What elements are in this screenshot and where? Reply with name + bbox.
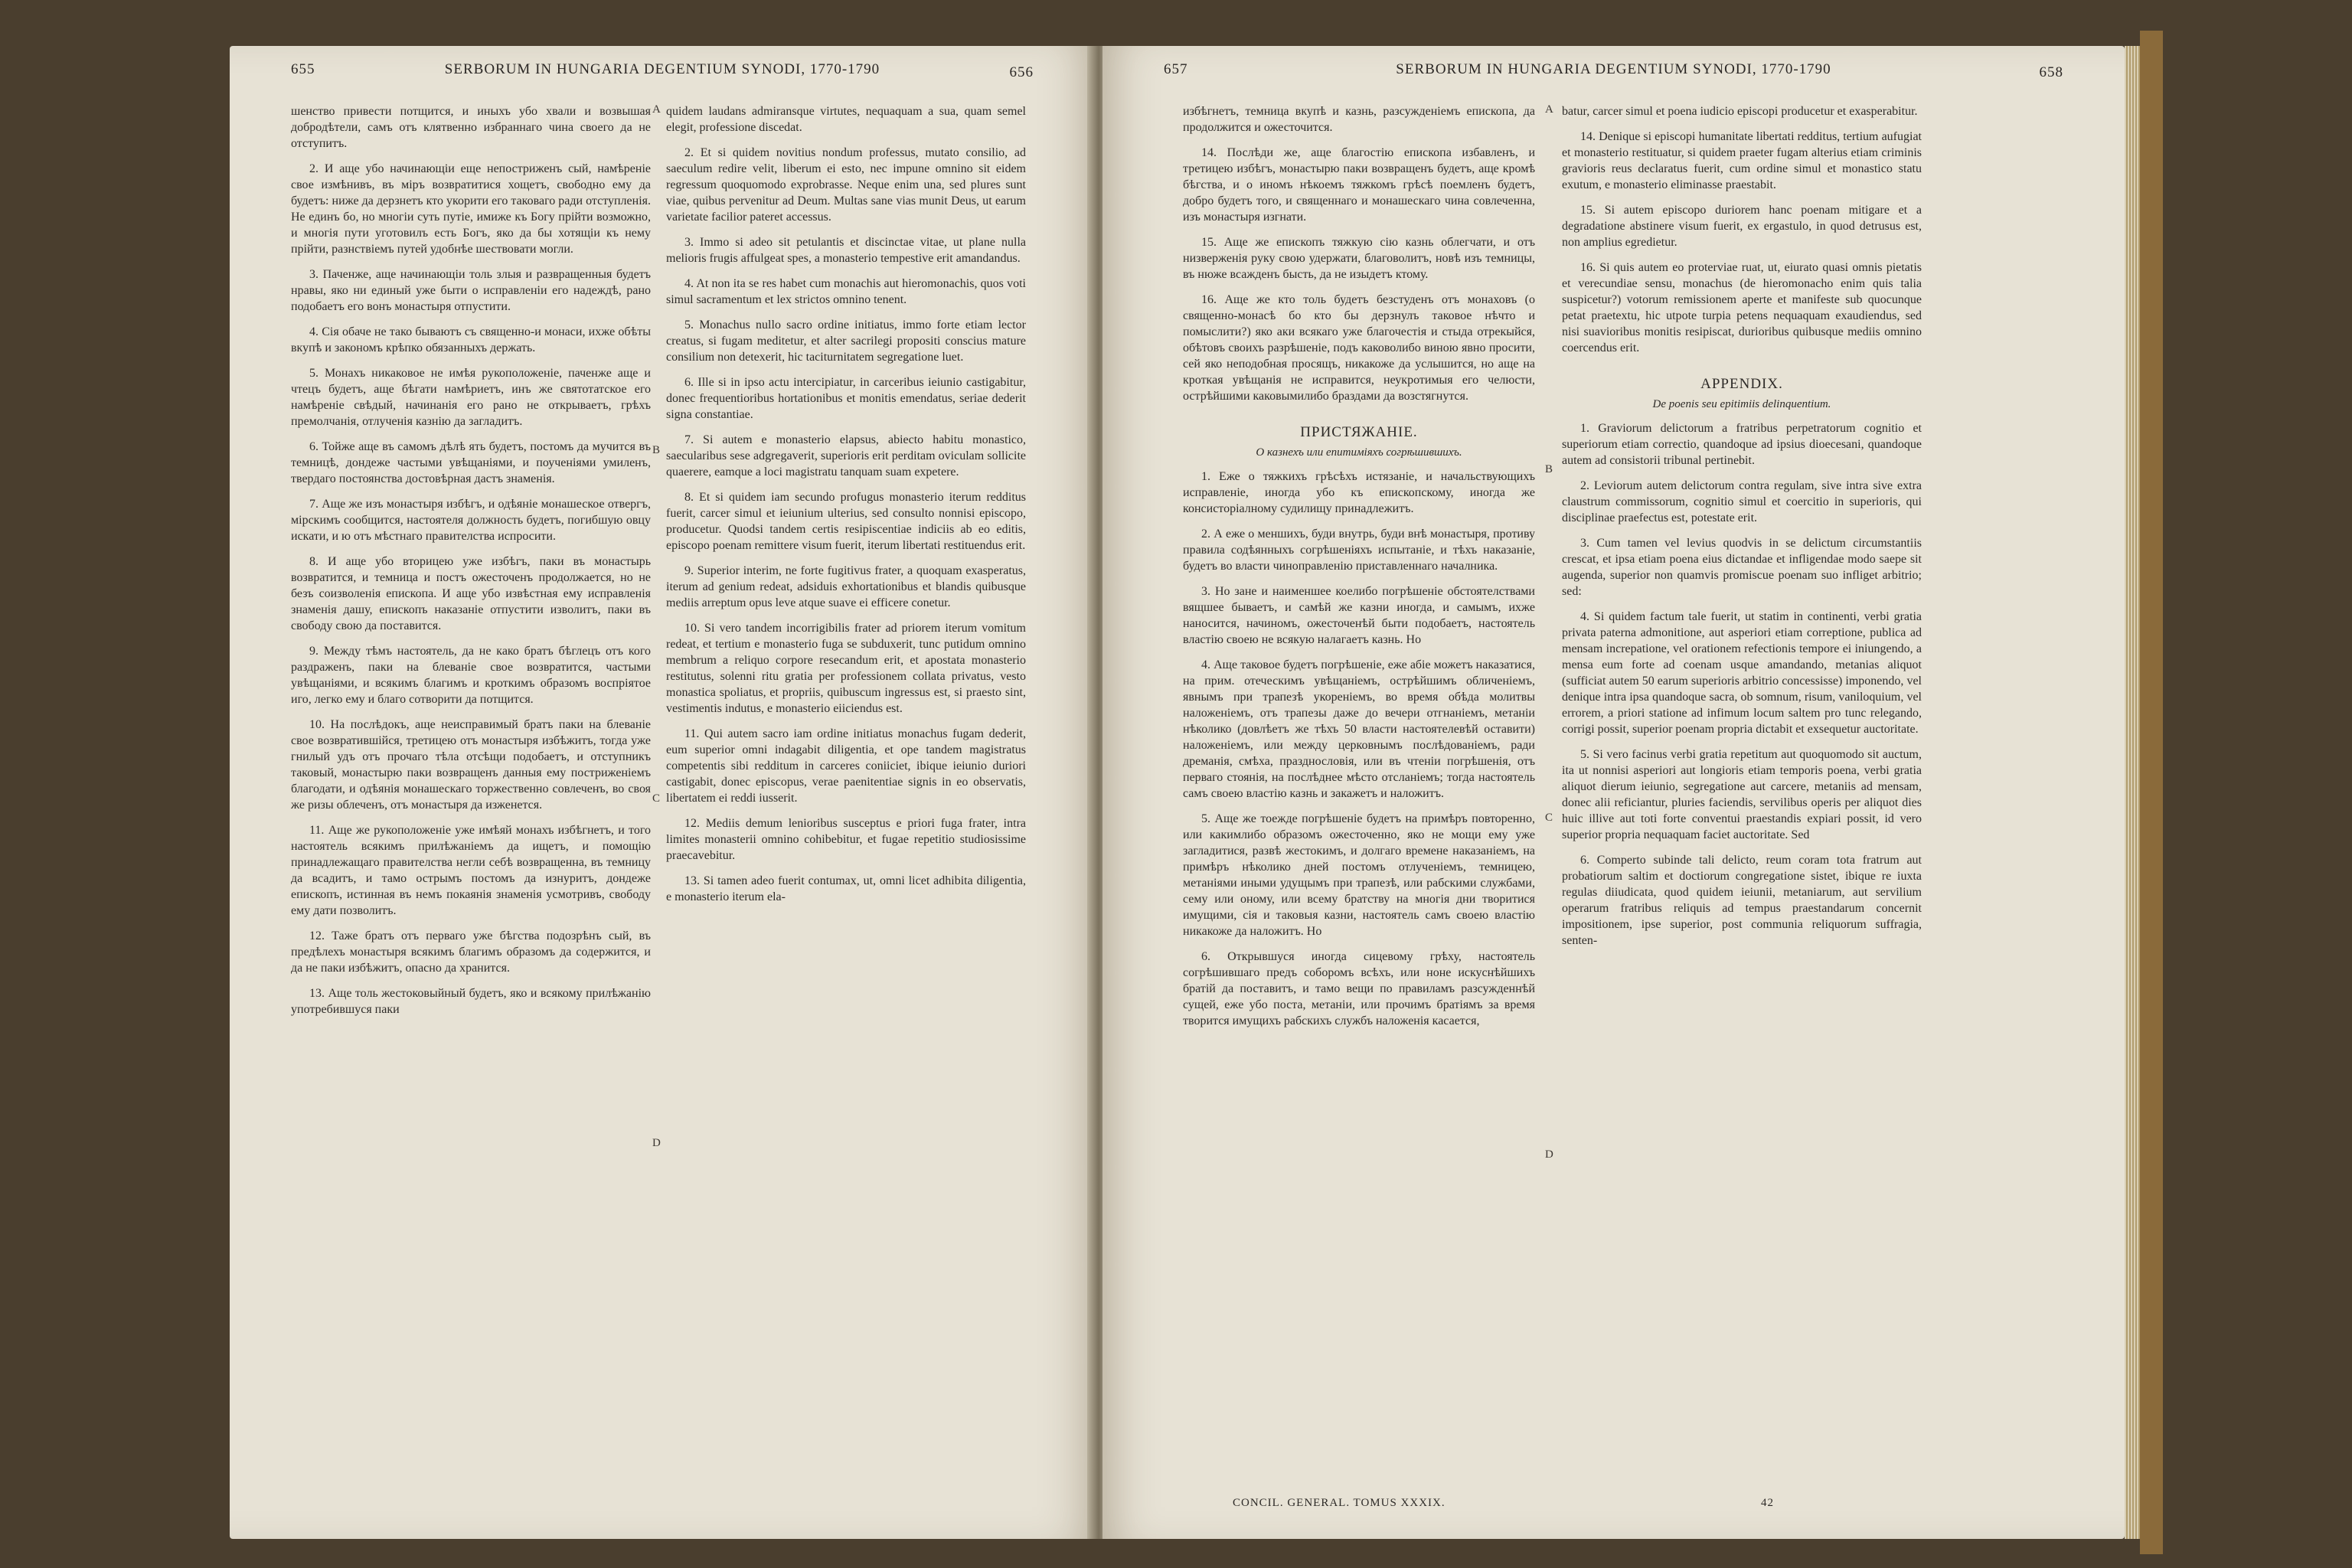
paragraph-la: 5. Si vero facinus verbi gratia repetitum aut quoquomodo sit auctum, ita ut nonnisi asperiori aut longioris etiam temporis poena, verbi gratia aliquot dierum ieiunio, segregatione aut carcere, metaniis ad mensam, donec alii reficiantur, pluries faciendis, servilibus operis per aliquot dies huic illive aut toti forte conventui praestandis expiari possit, id vero superior propria nequaquam faciet auctoritate. Sed (1562, 748, 1922, 841)
paragraph-la: 12. Mediis demum lenioribus susceptus e priori fuga frater, intra limites monasterii omnino cohibebitur, et fugae repetitio studiosissime praecavebitur. (666, 817, 1026, 862)
page-number-658: 658 (2039, 64, 2063, 80)
latin-column-left (666, 103, 1026, 914)
margin-letter-a: A (652, 103, 661, 116)
paragraph-ru: 1. Еже о тяжкихъ грѣсѣхъ истязанiе, и начальствующихъ исправленiе, иногда убо къ епископскому, иногда же консисторiалному судилищу принадлежитъ. (1183, 470, 1535, 515)
paragraph-la: 6. Comperto subinde tali delicto, reum coram tota fratrum aut probatiorum saltim et doctiorum congregatione sistet, ibique re iuxta regulas diiudicata, quod quidem ieiunii, metaniarum, aut servilium operarum fratribus reliquis ad tempus praestandarum concernit impositionem, ipse superior, post communia reliquorum suffragia, senten- (1562, 854, 1922, 947)
paragraph-ru: 5. Монахъ никаковое не имѣя рукоположенiе, паченже аще и чтецъ будетъ, аще бѣгати намѣриетъ, инъ же святотатское его намѣренiе свѣдый, начинанiя его рано не открываетъ, грѣхъ премолчанiя, отлученiя казнiю да загладитъ. (291, 367, 651, 428)
paragraph-la: 15. Si autem episcopo duriorem hanc poenam mitigare et a degradatione abstinere visum fuerit, ex ergastulo, in quod detrusus est, non amplius egredietur. (1562, 204, 1922, 249)
paragraph-ru: 6. Тойже аще въ самомъ дѣлѣ ять будетъ, постомъ да мучится въ темницѣ, дондеже частыми увѣщанiями, и поученiями умиленъ, твердаго постоянства достовѣрная дастъ знаменiя. (291, 440, 651, 485)
paragraph-ru: 8. И аще убо вторицею уже избѣгъ, паки въ монастырь возвратится, и темница и постъ ожесточенъ продолжается, но не безъ соизволенiя епископа. И аще убо извѣстная ему исправленiя знаменiя дашу, епископъ наказанiе отпустити изволитъ, паки въ свободу свою да поставится. (291, 555, 651, 632)
margin-letter-c: C (1545, 812, 1553, 824)
section-title-ru: ПРИСТЯЖАНIЕ. (1300, 424, 1418, 440)
book-cover-edge (2140, 31, 2163, 1554)
paragraph-ru: 11. Аще же рукоположенiе уже имѣяй монахъ избѣгнетъ, и того настоятель всякимъ прилѣжанiемъ да ищетъ, и помощiю принадлежащаго правителства негли себѣ возвращенна, въ темницу да всадитъ, и тамо острымъ постомъ да изнуритъ, дондеже епископъ, истинная въ немъ покаянiя знаменiя усмотривъ, свободу ему дати позволитъ. (291, 824, 651, 917)
page-number-657: 657 (1164, 61, 1188, 77)
right-page (1102, 46, 2125, 1539)
paragraph-la: 10. Si vero tandem incorrigibilis frater ad priorem iterum vomitum redeat, et tertium e monasterio fuga se subduxerit, tunc putidum omnino membrum a reliquo corpore resecandum erit, et apostata monasterio restitutus, solenni ritu gratia per professionem collata privatus, vesto monastica spoliatus, et propriis, quibuscum ingressus est, si praesto sint, vestimentis indutus, e monasterio eiiciendus est. (666, 622, 1026, 715)
paragraph-ru: 2. И аще убо начинающiи еще непостриженъ сый, намѣренiе свое измѣнивъ, въ мiръ возвратитися хощетъ, свободно ему да будетъ: ниже да дерзнетъ кто укорити его таковаго ради отступленiя. Не единъ бо, но многiи суть путiе, имиже къ Богу прiйти возможно, и многiя пути уготовилъ есть Богъ, яко да бы хотящiи къ нему прiйти, разнствiемъ путей удобнѣе шествовати могли. (291, 162, 651, 256)
paragraph-la: 11. Qui autem sacro iam ordine initiatus monachus fugam dederit, eum superior omni indagabit diligentia, et ope tandem magistratus competentis sibi redditum in carceres coniiciet, ibique ieiunio duriori castigabit, donec episcopus, verae paenitentiae signis in eo observatis, libertatem ei reddi iusserit. (666, 727, 1026, 805)
running-head-right (1164, 61, 2063, 92)
paragraph-ru: 13. Аще толь жестоковыйный будетъ, яко и всякому прилѣжанiю употребившуся паки (291, 987, 651, 1016)
paragraph-ru: 15. Аще же епископъ тяжкую сiю казнь облегчати, и отъ низверженiя руку свою удержати, благоволитъ, новѣ изъ темницы, въ нюже всажденъ бысть, да не изыдетъ ктому. (1183, 236, 1535, 281)
paragraph-ru: избѣгнетъ, темница вкупѣ и казнь, разсужденiемъ епископа, да продолжится и ожесточится. (1183, 105, 1535, 134)
running-head-left (291, 61, 1034, 92)
running-title: SERBORUM IN HUNGARIA DEGENTIUM SYNODI, 1770-1790 (444, 61, 880, 77)
page-number-655: 655 (291, 61, 315, 77)
paragraph-ru: 12. Таже братъ отъ перваго уже бѣгства подозрѣнъ сый, въ предѣлехъ монастыря всякимъ благимъ образомъ да содержится, и да не паки избѣжитъ, опасно да хранится. (291, 929, 651, 975)
paragraph-la: 13. Si tamen adeo fuerit contumax, ut, omni licet adhibita diligentia, e monasterio iterum ela- (666, 874, 1026, 903)
section-title-la: APPENDIX. (1700, 376, 1783, 392)
margin-letter-a: A (1545, 103, 1553, 116)
running-title: SERBORUM IN HUNGARIA DEGENTIUM SYNODI, 1770-1790 (1396, 61, 1831, 77)
paragraph-la: 3. Cum tamen vel levius quodvis in se delictum circumstantiis crescat, et ipsa etiam poena eius dictandae et infligendae modo saepe sit augenda, superior non quamvis promiscue poenam suo infliget arbitrio; sed: (1562, 537, 1922, 598)
margin-letter-d: D (1545, 1148, 1553, 1161)
footer-volume: CONCIL. GENERAL. TOMUS XXXIX. (1233, 1497, 1446, 1509)
paragraph-la: 9. Superior interim, ne forte fugitivus frater, a quoquam exasperatus, iterum ad genium redeat, adsiduis exhortationibus et blandis quibusque mediis arreptum opus leve atque suave ei efficere conetur. (666, 564, 1026, 609)
paragraph-ru: 2. А еже о меншихъ, буди внутрь, буди внѣ монастыря, противу правила содѣянныхъ согрѣшенiяхъ испытанiе, и тѣхъ наказанiе, будетъ во власти чиноправленiю приставленнаго началника. (1183, 528, 1535, 573)
margin-letter-b: B (652, 444, 661, 456)
paragraph-la: 6. Ille si in ipso actu intercipiatur, in carceribus ieiunio castigabitur, donec frequentioribus hortationibus et monitis emendatus, seriae dederit signa constantiae. (666, 376, 1026, 421)
paragraph-la: 16. Si quis autem eo proterviae ruat, ut, eiurato quasi omnis pietatis et verecundiae sensu, monachus (de hieromonacho enim quis talia suspicetur?) votorum remissionem aperte et manifeste sub quocunque petat praetextu, hic utpote turpia petens nequaquam exaudiendus, sed nisi suavioribus monitis resipiscat, durioribus quibusque mediis omnino coercendus erit. (1562, 261, 1922, 354)
paragraph-ru: 3. Паченже, аще начинающiи толь злыя и развращенныя будетъ нравы, яко ни единый уже быти о исправленiи его надеждѣ, рано подобаетъ его вонъ монастыря отпустити. (291, 268, 651, 313)
page-number-656: 656 (1009, 64, 1034, 80)
left-page (230, 46, 1095, 1539)
russian-column-right (1183, 103, 1535, 1038)
paragraph-ru: 6. Открывшуся иногда сицевому грѣху, настоятель согрѣшившаго предъ соборомъ всѣхъ, или ноне искуснѣйшихъ братiй да поставитъ, и тамо вещи по правиламъ разсужденнѣй сущей, еже убо поста, метанiи, или прочимъ братiямъ за время творится имущихъ рабскихъ службъ наложенiя касается, (1183, 950, 1535, 1027)
paragraph-ru: 3. Но занe и наименшее коелибо погрѣшенiе обстоятелствами вящшее бываетъ, и самѣй же казни иногда, и самымъ, ихже наносится, начиномъ, ожесточенѣй быти подобаетъ, настоятель властiю своею не всякую налагаетъ казнь. Но (1183, 585, 1535, 646)
section-subtitle-ru: О казнехъ или епитимiяхъ согрѣшившихъ. (1256, 446, 1462, 459)
paragraph-la: 2. Leviorum autem delictorum contra regulam, sive intra sive extra claustrum commissorum, cognitio simul et coercitio in superioris, qui disciplinae praefectus est, potestate erit. (1562, 479, 1922, 524)
margin-letter-b: B (1545, 463, 1553, 475)
footer-signature: 42 (1761, 1497, 1774, 1509)
paragraph-la: 1. Graviorum delictorum a fratribus perpetratorum cognitio et superiorum etiam correctio, quandoque ad ipsius dioecesani, quandoque autem ad consistorii tribunal pertinebit. (1562, 422, 1922, 467)
paragraph-ru: 9. Между тѣмъ настоятель, да не како братъ бѣглецъ отъ кого раздраженъ, паки на блеванiе свое возвратится, частыми увѣщанiями, и всякимъ благимъ и кроткимъ образомъ воспрiятое иго, легко ему и благо сотворити да потщится. (291, 645, 651, 706)
latin-column-right (1562, 103, 1922, 958)
paragraph-la: 7. Si autem e monasterio elapsus, abiecto habitu monastico, saecularibus sese adgregaverit, superioris erit perditam oviculam sollicite quaerere, eamque a loci magistratu tanquam suam expetere. (666, 433, 1026, 479)
paragraph-ru: 5. Аще же тоежде погрѣшенiе будетъ на примѣръ повторенно, или какимлибо образомъ ожесточенно, яко не мощи ему уже загладитися, развѣ жестокимъ, и долгаго времене наказанiемъ, на примѣръ нѣколико дней постомъ отлученiемъ, темницею, метанiями иными удущымъ при трапезѣ, или рабскими службами, сему или оному, или всему братству на многiя дни творитися имущими, сiя и таковыя казни, настоятель самъ своею властiю никакоже да наложитъ. Но (1183, 812, 1535, 938)
paragraph-la: 3. Immo si adeo sit petulantis et discinctae vitae, ut plane nulla melioris frugis affulgeat spes, a monasterio tempestive erit amandandus. (666, 236, 1026, 265)
paragraph-ru: 4. Аще таковое будетъ погрѣшенiе, еже абiе можетъ наказатися, на прим. отеческимъ увѣщанiемъ, острѣйшимъ обличенiемъ, явнымъ при трапезѣ укоренiемъ, во время обѣда молитвы наложенiемъ, отъ трапезы даже до вечери отгнанiемъ, метанiи нѣколико (довлѣетъ же тѣхъ 50 власти настоятелевѣй оставити) наложенiемъ, или между церковнымъ послѣдованiемъ, ради дреманiя, смѣха, празднословiя, или въ чтенiи погрѣшенiя, отъ перваго стоянiя, на послѣднее мѣсто отсланiемъ; тогда настоятель самъ своею властiю казнь и закажетъ и наложитъ. (1183, 658, 1535, 800)
paragraph-la: quidem laudans admiransque virtutes, nequaquam a sua, quam semel elegit, professione discedat. (666, 105, 1026, 134)
paragraph-la: 5. Monachus nullo sacro ordine initiatus, immo forte etiam lector creatus, si fugam meditetur, et alter sacrilegi propositi conscius mature consilium non detexerit, hic taciturnitatem segregatione luet. (666, 318, 1026, 364)
paragraph-la: 4. At non ita se res habet cum monachis aut hieromonachis, quos voti simul sacramentum et lex strictos omnino tenent. (666, 277, 1026, 306)
paragraph-la: 4. Si quidem factum tale fuerit, ut statim in continenti, verbi gratia privata paterna admonitione, aut asperiori etiam correptione, publica ad mensam increpatione, vel orationem refectionis tempore ei iniungendo, a mensa eum forte ad coenam usque amandando, metanias aliquot (sufficiat autem 50 earum superioris arbitrio concessisse) imponendo, vel denique intra ipsa quandoque sacra, ob somnum, risum, vaniloquium, vel errorem, a priori statione ad infimum locum saltem pro tunc relegando, corrigi possit, superior poenam propria dictabit et exsequetur auctoritate. (1562, 610, 1922, 736)
paragraph-la: 2. Et si quidem novitius nondum professus, mutato consilio, ad saeculum redire velit, liberum ei esto, nec impune omnino sit eidem regressum quoquomodo exprobrasse. Neque enim una, sed plures sunt viae, quibus pervenitur ad Deum. Multas sane vias munit Deus, ut earum varietate facilior pateret accessus. (666, 146, 1026, 224)
page-block-edge (2125, 46, 2140, 1539)
paragraph-ru: 10. На послѣдокъ, аще неисправимый братъ паки на блеванiе свое возвратившiйся, третицею отъ монастыря избѣжитъ, тогда уже гнилый удъ отъ прочаго тѣла отсѣщи подобаетъ, и отступникъ таковый, монастырю паки возвращенъ данныя ему постриженiемъ благодати, и одѣянiя монашескаго торжественно совлеченъ, во своя же ризы облеченъ, отъ монастыря да изженется. (291, 718, 651, 812)
paragraph-ru: 16. Аще же кто толь будетъ безстуденъ отъ монаховъ (о священно-монасѣ бо кто бы дерзнулъ таковое нѣчто и помыслити?) яко аки всякаго уже благочестiя и стыда отрекыйся, обѣтовъ своихъ разрѣшенiе, подъ каковолибо виною явно просити, сей яко неподобная просящъ, никакоже да услышится, но аще на кроткая увѣщанiя не исправится, неукротимыя его челюсти, острѣйшими каковымилибо браздами да возстягнутся. (1183, 293, 1535, 403)
paragraph-ru: 7. Аще же изъ монастыря избѣгъ, и одѣянiе монашеское отвергъ, мiрскимъ сообщится, настоятеля должность будетъ, погибшую овцу искати, и ю отъ мѣстнаго правителства испросити. (291, 498, 651, 543)
paragraph-la: 8. Et si quidem iam secundo profugus monasterio iterum redditus fuerit, carcer simul et ieiunium ulterius, sed consulto nonnisi episcopo, producetur. Quodsi tandem certis resipiscentiae indiciis ab eo editis, episcopo poenam remittere visum fuerit, iterum libertati restituendus erit. (666, 491, 1026, 552)
paragraph-la: batur, carcer simul et poena iudicio episcopi producetur et exasperabitur. (1562, 105, 1918, 118)
russian-column-left (291, 103, 651, 1027)
paragraph-ru: шенство привести потщится, и иныхъ убо хвали и возвышая добродѣтели, самъ отъ клятвенно избраннаго чина своего да не отступитъ. (291, 105, 651, 150)
margin-letter-c: C (652, 792, 661, 805)
paragraph-ru: 14. Послѣди же, аще благостiю епископа избавленъ, и третицею избѣгъ, монастырю паки возвращенъ будетъ, аще кромѣ бѣгства, и о иномъ нѣкоемъ тяжкомъ грѣсѣ поемленъ будетъ, добро будетъ того, и священнаго и монашескаго чина совлеченна, изъ монастыря изгнати. (1183, 146, 1535, 224)
paragraph-la: 14. Denique si episcopi humanitate libertati redditus, tertium aufugiat et monasterio restituatur, si quidem praeter fugam alterius etiam criminis gravioris reus declaratus fuerit, cum ordine simul et monastico statu exutum, e monasterio eliminasse praestabit. (1562, 130, 1922, 191)
paragraph-ru: 4. Сiя обаче не тако бываютъ съ священно-и монаси, ихже обѣты вкупѣ и закономъ крѣпко обязанныхъ держать. (291, 325, 651, 354)
section-subtitle-la: De poenis seu epitimiis delinquentium. (1652, 398, 1831, 410)
margin-letter-d: D (652, 1137, 661, 1149)
